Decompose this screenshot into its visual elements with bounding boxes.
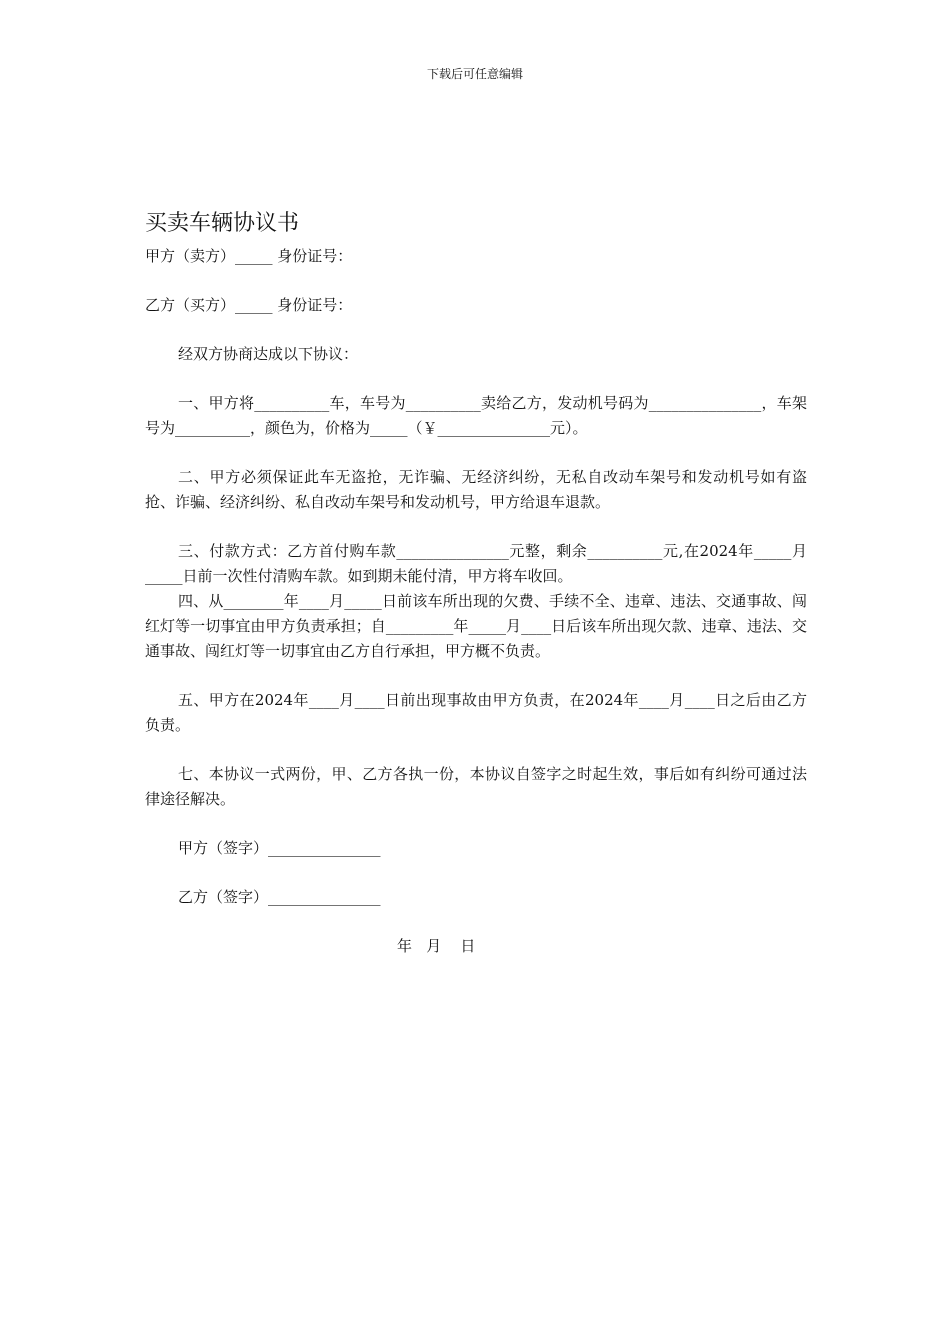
signature-party-a: 甲方（签字）_______________ [178,839,381,857]
clause-5: 五、甲方在2024年____月____日前出现事故由甲方负责，在2024年____月____日之后由乙方负责。 [145,691,807,734]
clause-2: 二、甲方必须保证此车无盗抢，无诈骗、无经济纠纷，无私自改动车架号和发动机号如有盗抢、诈骗、经济纠纷、私自改动车架号和发动机号，甲方给退车退款。 [145,468,807,511]
document-title: 买卖车辆协议书 [145,211,300,236]
signature-party-b: 乙方（签字）_______________ [178,888,381,906]
signature-date: 年 月 日 [397,937,476,955]
clause-1: 一、甲方将__________车，车号为__________卖给乙方，发动机号码为_______________，车架号为__________，颜色为，价格为_____（￥_______________元）。 [145,394,807,437]
clause-3: 三、付款方式：乙方首付购车款_______________元整，剩余__________元,在2024年_____月_____日前一次性付清购车款。如到期未能付清，甲方将车收回。 [145,542,807,585]
party-a-line: 甲方（卖方）_____ 身份证号： [145,247,353,265]
document-body [145,208,807,959]
clause-7: 七、本协议一式两份，甲、乙方各执一份，本协议自签字之时起生效，事后如有纠纷可通过法律途径解决。 [145,765,807,808]
party-b-line: 乙方（买方）_____ 身份证号： [145,296,353,314]
intro-line: 经双方协商达成以下协议： [178,345,359,363]
clause-4: 四、从________年____月_____日前该车所出现的欠费、手续不全、违章、违法、交通事故、闯红灯等一切事宜由甲方负责承担；自_________年_____月____日后该车所出现欠款、违章、违法、交通事故、闯红灯等一切事宜由乙方自行承担，甲方概不负责。 [145,592,807,660]
header-note: 下载后可任意编辑 [426,67,523,81]
